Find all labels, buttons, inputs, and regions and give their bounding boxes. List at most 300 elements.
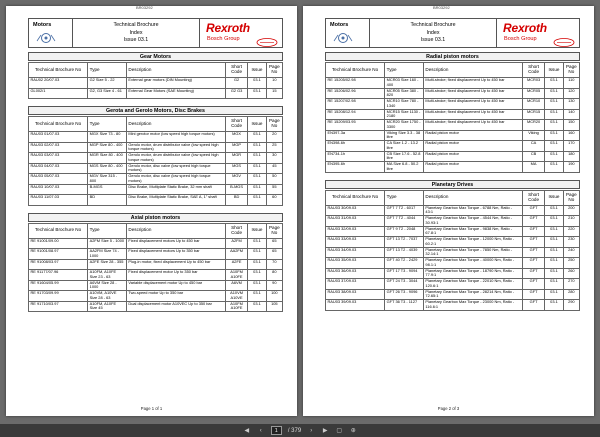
table-row (29, 280, 283, 291)
table-cell: 290 (563, 300, 579, 311)
prev-page-icon[interactable]: ‹ (259, 427, 262, 434)
column-header-description: Description (126, 117, 225, 132)
table-cell: 03.1 (545, 162, 563, 173)
table-cell: Multi-stroke; fixed displacement Up to 450 bar (423, 120, 522, 131)
column-header-code: Short Code (225, 117, 247, 132)
table-cell: Plug-in motor, fixed displacement Up to 450 bar (126, 259, 225, 270)
table-cell: RE 91001/09.00 (29, 238, 88, 249)
table-cell: MCR10 (522, 99, 544, 110)
table-cell: A2FM Size 5 - 1000 (88, 238, 127, 249)
table-cell: 230 (563, 237, 579, 248)
table-cell: AA2FM Size 74 - 1000 (88, 249, 127, 260)
index-table (28, 223, 283, 313)
table-cell: Viking Size 3.3 - 38 litre (385, 130, 424, 141)
table-cell: GFT (522, 258, 544, 269)
table-cell: 240 (563, 247, 579, 258)
table-row (29, 259, 283, 270)
index-table (28, 116, 283, 206)
table-cell: MGP Size 80 - 400 (88, 142, 127, 153)
table-cell: 65 (266, 238, 282, 249)
index-table (325, 62, 580, 173)
table-cell: RE 15209/03.95 (326, 120, 385, 131)
first-page-icon[interactable]: ◀ (244, 428, 250, 434)
table-cell: RE 91177/07.96 (29, 270, 88, 281)
table-cell: Multi-stroke; fixed displacement Up to 450 bar (423, 99, 522, 110)
table-cell: 03.1 (248, 184, 266, 195)
table-cell: B-MGS (225, 184, 247, 195)
table-cell: MCR03 Size 160 - 400 (385, 78, 424, 89)
table-cell: RAU03 02/07.03 (29, 142, 88, 153)
table-cell: BD (225, 195, 247, 206)
table-cell: GFT 36 T3 - 1127 (385, 300, 424, 311)
table-row (326, 130, 580, 141)
table-row (29, 142, 283, 153)
table-cell: Planetary Gearbox Max Torque - 22010 Nm, Ratio - 120.6:1 (423, 279, 522, 290)
table-cell: RAU03 30/09.03 (326, 205, 385, 216)
table-cell: MGV (225, 174, 247, 185)
brand-subtitle: Bosch Group (504, 36, 537, 42)
table-cell: MCR15 (522, 109, 544, 120)
table-cell: Multi-stroke; fixed displacement Up to 450 bar (423, 78, 522, 89)
index-table (28, 62, 283, 99)
table-cell: MGX Size 73 - 80 (88, 132, 127, 143)
table-header-row (29, 117, 283, 132)
table-cell: 03.1 (248, 153, 266, 164)
table-cell: 280 (563, 289, 579, 300)
table-cell: RAU03 04/07.03 (29, 163, 88, 174)
table-cell: GFT 7 T2 - 6017 (385, 205, 424, 216)
table-row (326, 109, 580, 120)
table-cell: 190 (563, 162, 579, 173)
table-cell: 65 (266, 249, 282, 260)
table-cell: 60 (266, 195, 282, 206)
page-footer: Page 2 of 3 (437, 406, 460, 411)
table-cell: RE 91710/03.97 (29, 301, 88, 312)
table-cell: A6VM Size 28 - 1000 (88, 280, 127, 291)
section-title: Axial piston motors (28, 213, 283, 222)
table-cell: 45 (266, 163, 282, 174)
table-cell: 03.1 (248, 78, 266, 89)
header-title-line: Technical Brochure (113, 22, 159, 28)
table-cell: MGR (225, 153, 247, 164)
table-cell: Fixed displacement motors Up to 450 bar (126, 238, 225, 249)
table-cell: GFT 40 T2 - 2429 (385, 258, 424, 269)
table-cell: CB (522, 151, 544, 162)
header-title-line: Index (129, 29, 143, 36)
table-row (29, 249, 283, 260)
table-row (29, 88, 283, 99)
table-cell: Dual displacement motor A10VEC Up to 350 bar (126, 301, 225, 312)
column-header-brochure: Technical Brochure No (326, 190, 385, 205)
table-cell: Multi-stroke; fixed displacement Up to 450 bar (423, 109, 522, 120)
table-cell: RAU03 11/07.03 (29, 195, 88, 206)
table-row (29, 291, 283, 302)
table-cell: MA (522, 162, 544, 173)
table-row (326, 88, 580, 99)
table-cell: B-MGS (88, 184, 127, 195)
table-cell: RE 91703/09.99 (29, 291, 88, 302)
column-header-code: Short Code (225, 223, 247, 238)
table-cell: RAU03 34/09.03 (326, 247, 385, 258)
table-cell: 170 (563, 141, 579, 152)
table-cell: Planetary Gearbox Max Torque - 23000 Nm, Ratio - 116.6:1 (423, 300, 522, 311)
page-number-input[interactable]: 1 (271, 426, 282, 435)
table-cell: 03.1 (248, 163, 266, 174)
table-row (326, 237, 580, 248)
header-title-line: Index (426, 29, 440, 36)
table-cell: A10FM A10FE (225, 270, 247, 281)
column-header-issue: Issue (248, 117, 266, 132)
table-cell: MGS Size 80 - 400 (88, 163, 127, 174)
header-title (370, 19, 497, 47)
table-cell: 03.1 (248, 88, 266, 99)
table-cell: GFT (522, 268, 544, 279)
header-title-line: Issue 03.1 (420, 37, 446, 43)
table-cell: RAU03 39/09.03 (326, 300, 385, 311)
table-cell: 03.1 (545, 258, 563, 269)
table-row (326, 205, 580, 216)
table-cell: GFT (522, 226, 544, 237)
last-page-icon[interactable]: ▶ (322, 428, 328, 434)
table-cell: Planetary Gearbox Max Torque - 12000 Nm, Ratio - 60.2:1 (423, 237, 522, 248)
table-row (326, 78, 580, 89)
column-header-issue: Issue (248, 223, 266, 238)
table-cell: RAU03 03/07.03 (29, 153, 88, 164)
header-category-label: Motors (330, 22, 349, 28)
table-cell: 03.1 (248, 301, 266, 312)
column-header-type: Type (88, 117, 127, 132)
table-cell: GFT 9 T2 - 2048 (385, 226, 424, 237)
table-cell: GFT (522, 300, 544, 311)
page-total: / 379 (287, 427, 302, 434)
table-cell: GFT (522, 247, 544, 258)
table-row (29, 163, 283, 174)
table-cell: RE 15207/02.98 (326, 99, 385, 110)
table-cell: 03.1 (545, 268, 563, 279)
table-cell: GFT (522, 237, 544, 248)
table-cell: RAU02 20/07.03 (29, 78, 88, 89)
table-row (29, 195, 283, 206)
table-cell: Planetary Gearbox Max Torque - 4544 Nm, Ratio - 30.93:1 (423, 216, 522, 227)
table-cell: CA (522, 141, 544, 152)
table-cell: 03.1 (248, 249, 266, 260)
table-cell: 120 (563, 88, 579, 99)
table-cell: 03.1 (248, 259, 266, 270)
table-cell: 03.1 (545, 300, 563, 311)
table-cell: RAU03 36/09.03 (326, 268, 385, 279)
column-header-page: Page No (266, 117, 282, 132)
table-cell: 180 (563, 151, 579, 162)
table-cell: EN734-1h (326, 151, 385, 162)
table-cell: Radial piston motor (423, 130, 522, 141)
table-cell: GFT 7 T2 - 4044 (385, 216, 424, 227)
column-header-code: Short Code (522, 190, 544, 205)
table-cell: 03.1 (248, 174, 266, 185)
table-cell: 110 (563, 78, 579, 89)
table-cell: Planetary Gearbox Max Torque - 40000 Nm, Ratio - 98.1:1 (423, 258, 522, 269)
table-row (29, 153, 283, 164)
column-header-description: Description (423, 63, 522, 78)
table-cell: G2, G3 Size 4 - 61 (88, 88, 127, 99)
column-header-code: Short Code (522, 63, 544, 78)
table-cell: MGX (225, 132, 247, 143)
table-cell: EN398-6h (326, 141, 385, 152)
motor-logo-icon (35, 31, 57, 43)
table-cell: 55 (266, 184, 282, 195)
document-number: BR03292 (136, 6, 153, 10)
table-cell: Radial piston motor (423, 151, 522, 162)
table-cell: 70 (266, 259, 282, 270)
column-header-brochure: Technical Brochure No (29, 63, 88, 78)
header-category-label: Motors (33, 22, 52, 28)
table-cell: GFT (522, 205, 544, 216)
brand-logo (497, 19, 579, 47)
table-cell: 03.1 (545, 226, 563, 237)
table-cell: GFT (522, 279, 544, 290)
brand-name: Rexroth (503, 21, 547, 35)
pdf-page-1 (6, 6, 297, 416)
table-cell: RAU03 10/07.03 (29, 184, 88, 195)
table-cell: 130 (563, 99, 579, 110)
table-cell: 03.1 (248, 270, 266, 281)
table-cell: A6VM (225, 280, 247, 291)
table-cell: 03.1 (248, 195, 266, 206)
table-cell: AA2FM (225, 249, 247, 260)
table-cell: RAU03 32/09.03 (326, 226, 385, 237)
column-header-page: Page No (266, 63, 282, 78)
column-header-issue: Issue (248, 63, 266, 78)
table-row (29, 238, 283, 249)
table-cell: 03.1 (545, 78, 563, 89)
table-cell: 270 (563, 279, 579, 290)
table-cell: RE 91001/08.97 (29, 249, 88, 260)
motor-logo-icon (332, 31, 354, 43)
table-cell: RAU03 01/07.03 (29, 132, 88, 143)
table-cell: 80 (266, 270, 282, 281)
table-row (326, 99, 580, 110)
table-cell: A2FE (225, 259, 247, 270)
fit-page-icon[interactable]: ▢ (336, 428, 343, 434)
table-cell: 03.1 (545, 216, 563, 227)
table-cell: 100 (266, 291, 282, 302)
header-category (326, 19, 370, 47)
table-cell: 90 (266, 280, 282, 291)
header-title-line: Issue 03.1 (123, 37, 149, 43)
table-cell: 25 (266, 142, 282, 153)
table-header-row (326, 190, 580, 205)
column-header-type: Type (88, 223, 127, 238)
table-cell: GFT 26 T3 - 9096 (385, 289, 424, 300)
header-category (29, 19, 73, 47)
header-title (73, 19, 200, 47)
column-header-page: Page No (563, 190, 579, 205)
table-cell: A2FE Size 28 - 355 (88, 259, 127, 270)
table-cell: EN397-3a (326, 130, 385, 141)
table-row (326, 162, 580, 173)
table-cell: MA Size 6.8 - 50.2 litre (385, 162, 424, 173)
table-cell: MGS (225, 163, 247, 174)
table-cell: 03.1 (248, 291, 266, 302)
column-header-description: Description (126, 223, 225, 238)
table-cell: GFT 13 T2 - 4039 (385, 247, 424, 258)
table-cell: 03.1 (248, 132, 266, 143)
table-row (29, 184, 283, 195)
zoom-icon[interactable]: ⊕ (350, 428, 356, 434)
page-header (325, 18, 580, 48)
table-cell: 03.1 (545, 279, 563, 290)
pdf-page-2 (303, 6, 594, 416)
table-cell: 15 (266, 88, 282, 99)
table-cell: 03.1 (545, 120, 563, 131)
table-row (29, 301, 283, 312)
column-header-brochure: Technical Brochure No (29, 117, 88, 132)
table-cell: 03.1 (248, 280, 266, 291)
table-row (29, 132, 283, 143)
table-cell: 260 (563, 268, 579, 279)
table-cell: 250 (563, 258, 579, 269)
table-row (326, 268, 580, 279)
page-header (28, 18, 283, 48)
column-header-description: Description (126, 63, 225, 78)
table-row (326, 247, 580, 258)
table-row (326, 216, 580, 227)
table-row (326, 226, 580, 237)
column-header-code: Short Code (225, 63, 247, 78)
table-cell: GFT 17 T3 - 9094 (385, 268, 424, 279)
table-row (326, 289, 580, 300)
table-cell: Two-speed motor Up to 350 bar (126, 291, 225, 302)
table-cell: RAU03 05/07.03 (29, 174, 88, 185)
table-cell: External gear motors (DIN Mounting) (126, 78, 225, 89)
table-row (326, 279, 580, 290)
table-cell: RAU03 31/09.03 (326, 216, 385, 227)
table-cell: 160 (563, 130, 579, 141)
table-cell: RAU03 38/09.03 (326, 289, 385, 300)
table-cell: 03.1 (248, 238, 266, 249)
table-cell: External Gear Motors (SAE Mounting) (126, 88, 225, 99)
table-cell: Radial piston motor (423, 162, 522, 173)
viewer-toolbar (0, 424, 600, 437)
table-cell: 03.1 (248, 142, 266, 153)
table-cell: MCR20 (522, 120, 544, 131)
table-row (29, 270, 283, 281)
column-header-page: Page No (563, 63, 579, 78)
table-cell: RAU03 37/09.03 (326, 279, 385, 290)
table-cell: MCR05 Size 380 - 820 (385, 88, 424, 99)
table-cell: 03.1 (545, 88, 563, 99)
table-cell: 03.1 (545, 141, 563, 152)
header-title-line: Technical Brochure (410, 22, 456, 28)
table-cell: 03.1 (545, 237, 563, 248)
table-header-row (326, 63, 580, 78)
column-header-type: Type (385, 190, 424, 205)
column-header-type: Type (385, 63, 424, 78)
section-title: Planetary Drives (325, 180, 580, 189)
table-cell: A2FM (225, 238, 247, 249)
table-row (326, 151, 580, 162)
table-cell: MCR10 Size 780 - 1340 (385, 99, 424, 110)
table-cell: Radial piston motor (423, 141, 522, 152)
next-page-icon[interactable]: › (310, 427, 313, 434)
table-cell: Planetary Gearbox Max Torque - 18790 Nm, Ratio - 77.9:1 (423, 268, 522, 279)
column-header-issue: Issue (545, 190, 563, 205)
column-header-page: Page No (266, 223, 282, 238)
table-header-row (29, 223, 283, 238)
table-cell: Gerolo motor, disc valve (low speed high torque motors) (126, 163, 225, 174)
table-cell: BD (88, 195, 127, 206)
table-cell: Multi-stroke; fixed displacement Up to 450 bar (423, 88, 522, 99)
brand-subtitle: Bosch Group (207, 36, 240, 42)
table-cell: 140 (563, 109, 579, 120)
table-cell: 10 (266, 78, 282, 89)
table-cell: 150 (563, 120, 579, 131)
table-cell: G2 G3 (225, 88, 247, 99)
table-cell: 03.1 (545, 130, 563, 141)
table-cell: G2 Size 5 - 22 (88, 78, 127, 89)
bosch-seal-icon (256, 34, 278, 43)
table-cell: CB Size 17.6 - 52.8 litre (385, 151, 424, 162)
section-title: Gerota and Gerolo Motors, Disc Brakes (28, 106, 283, 115)
table-cell: 210 (563, 216, 579, 227)
table-cell: RE 15208/12.94 (326, 109, 385, 120)
table-cell: Planetary Gearbox Max Torque - 7850 Nm, Ratio - 32.14:1 (423, 247, 522, 258)
section-title: Gear Motors (28, 52, 283, 61)
table-cell: RE 15205/02.98 (326, 78, 385, 89)
table-cell: RE 91008/03.97 (29, 259, 88, 270)
column-header-brochure: Technical Brochure No (326, 63, 385, 78)
table-cell: MCR20 Size 1750 - 3300 (385, 120, 424, 131)
table-cell: Viking (522, 130, 544, 141)
brand-logo (200, 19, 282, 47)
table-cell: MCR05 (522, 88, 544, 99)
table-cell: A10FM, A10FE Size 23 - 63 (88, 270, 127, 281)
table-cell: Gerolo motor, disc valve (low speed high torque motors) (126, 174, 225, 185)
table-cell: EN395-6h (326, 162, 385, 173)
table-cell: 220 (563, 226, 579, 237)
table-cell: A10VM, A10VE Size 28 - 63 (88, 291, 127, 302)
table-cell: 03.1 (545, 99, 563, 110)
table-cell: RE 91604/05.99 (29, 280, 88, 291)
table-cell: MCR03 (522, 78, 544, 89)
index-table (325, 190, 580, 311)
table-cell: Gerolo motor, drum distributor valve (low speed high torque motors) (126, 153, 225, 164)
table-cell: Gerolo motor, drum distributor valve (low speed high torque motors) (126, 142, 225, 153)
table-cell: Variable displacement motor Up to 450 bar (126, 280, 225, 291)
table-cell: GFT (522, 216, 544, 227)
table-cell: 03.1 (545, 205, 563, 216)
table-cell: RAU03 33/09.03 (326, 237, 385, 248)
table-cell: GL002/1 (29, 88, 88, 99)
table-cell: Disc Brake, Multiplate Static Brake, SAE A, 1" shaft (126, 195, 225, 206)
table-cell: CA Size 1.2 - 13.2 litre (385, 141, 424, 152)
table-header-row (29, 63, 283, 78)
table-cell: A10FM, A10FE Size 45 (88, 301, 127, 312)
table-row (326, 120, 580, 131)
table-cell: GFT 13 T2 - 7037 (385, 237, 424, 248)
document-number: BR03292 (433, 6, 450, 10)
table-cell: 50 (266, 174, 282, 185)
table-cell: A10VM A10VE (225, 291, 247, 302)
table-cell: 03.1 (545, 247, 563, 258)
table-cell: RAU03 35/09.03 (326, 258, 385, 269)
table-cell: GFT 24 T3 - 3044 (385, 279, 424, 290)
table-cell: Planetary Gearbox Max Torque - 9838 Nm, Ratio - 67.8:1 (423, 226, 522, 237)
table-cell: 30 (266, 153, 282, 164)
bosch-seal-icon (553, 34, 575, 43)
table-cell: MGP (225, 142, 247, 153)
table-row (29, 174, 283, 185)
table-cell: Fixed displacement motors Up to 350 bar (126, 249, 225, 260)
